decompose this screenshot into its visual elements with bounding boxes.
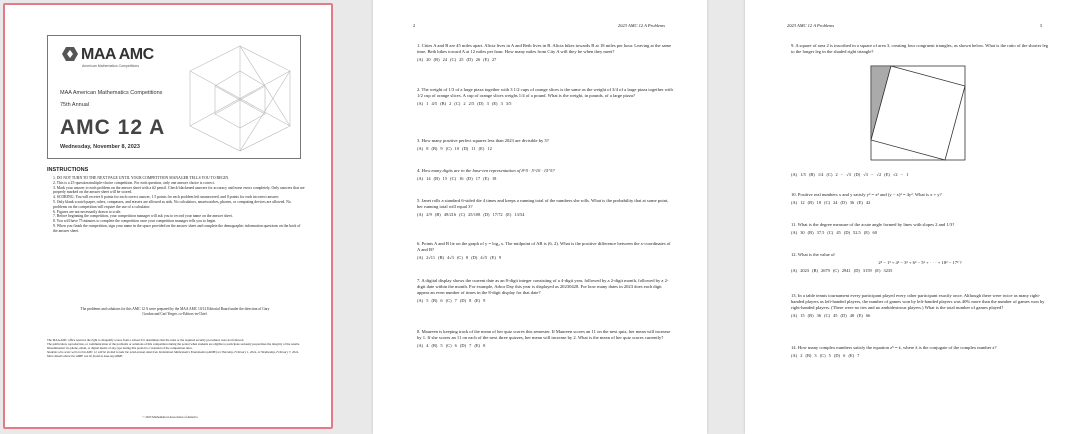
problem-8 bbox=[417, 329, 673, 349]
problem-14 bbox=[791, 345, 1049, 359]
instructions-title: INSTRUCTIONS bbox=[47, 167, 89, 173]
contest-title: AMC 12 A bbox=[60, 116, 166, 139]
answer-choices: (A) 14 (B) 15 (C) 16 (D) 17 (E) 18 bbox=[417, 176, 497, 181]
answer-choices: (A) 2√11 (B) 4√3 (C) 8 (D) 4√5 (E) 9 bbox=[417, 255, 502, 260]
logo-subtitle: American Mathematics Competitions bbox=[82, 64, 139, 68]
instruction-item: 1. DO NOT TURN TO THE NEXT PAGE UNTIL YOUR COMPETITION MANAGER TELLS YOU TO BEGIN. bbox=[53, 176, 230, 180]
instruction-item: 3. Mark your answer to each problem on the answer sheet with a #2 pencil. Check blackened answers for accuracy and erase errors completely. Only answers that are properly marked on the answer sheet will be scored. bbox=[53, 185, 305, 195]
problem-text: 7. A digital display shows the current date as an 8-digit integer consisting of a 4-digit year, followed by a 2-digit month, followed by a 2-digit date within the month. For example, Arbor Day this year is displayed as 20230428. For how many dates in 2023 does each digit appear an even number of times in the 8-digit display for that date? bbox=[417, 278, 669, 295]
instruction-item: 9. When you finish the competition, sign your name in the space provided on the answer sheet and complete the demographic information questions on the back of the answer sheet. bbox=[53, 223, 301, 233]
instruction-item: 2. This is a 25-question multiple-choice competition. For each question, only one answer choice is correct. bbox=[53, 180, 215, 185]
organization: MAA American Mathematics Competitions bbox=[60, 90, 163, 96]
answer-choices: (A) 1 4/5 (B) 2 (C) 2 2/5 (D) 3 (E) 3 3/5 bbox=[417, 101, 512, 106]
problem-text: 6. Points A and B lie on the graph of y = log₂ x. The midpoint of AB is (6, 2). What is the positive difference between the x-coordinates of A and B? bbox=[417, 241, 671, 252]
problem-text: 1. Cities A and B are 45 miles apart. Alicia lives in A and Beth lives in B. Alicia bikes towards B at 18 miles per hour. Leaving at the same time, Beth bikes toward A at 12 miles per hour. How many miles from City A will they be when they meet? bbox=[417, 43, 672, 54]
page-number: 3 bbox=[1039, 23, 1042, 28]
problem-text: 4. How many digits are in the base-ten representation of 8^5 · 5^10 · 15^5? bbox=[417, 168, 555, 173]
problem-text: 14. How many complex numbers satisfy the equation z⁵ = z̄, where z̄ is the conjugate of the complex number z? bbox=[791, 345, 997, 350]
logo-text: MAA AMC bbox=[81, 46, 154, 63]
instruction-item: 5. Only blank scratch paper, rulers, compasses, and erasers are allowed as aids. No calculators, smartwatches, phones, or computing devices are allowed. No problems on the competition will require the use of a calculator. bbox=[53, 199, 291, 209]
problem-6 bbox=[417, 241, 673, 261]
problem-text: 8. Maureen is keeping track of the mean of her quiz scores this semester. If Maureen scores an 11 on the next quiz, her mean will increase by 1. If she scores an 11 on each of the next three quizzes, her mean will increase by 2. What is the mean of her quiz scores currently? bbox=[417, 329, 671, 340]
problem-text: 11. What is the degree measure of the acute angle formed by lines with slopes 2 and 1/3? bbox=[791, 222, 955, 227]
answer-choices: (A) 30 (B) 37.5 (C) 45 (D) 52.5 (E) 60 bbox=[791, 230, 877, 235]
legal-paragraph: The MAA AMC office reserves the right to disqualify scores from a school if it determines that the rules or the required security procedures were not followed. bbox=[47, 338, 245, 342]
problem-9 bbox=[791, 43, 1049, 55]
problem-5 bbox=[417, 198, 673, 218]
instructions bbox=[47, 167, 305, 234]
credit-text: The problems and solutions for this AMC 12 A were prepared by the MAA AMC 10/12 Editorial Board under the direction of Gary Gordon and Carl Yerger, co-Editors-in-Chief. bbox=[80, 307, 270, 316]
answer-choices: (A) 20 (B) 24 (C) 25 (D) 26 (E) 27 bbox=[417, 57, 497, 62]
hexagon-logo-icon bbox=[62, 47, 78, 61]
problems-page-3[interactable] bbox=[745, 0, 1080, 434]
problem-2 bbox=[417, 87, 673, 107]
copyright: © 2023 Mathematical Association of America bbox=[142, 415, 198, 419]
problem-3 bbox=[417, 138, 673, 152]
instruction-item: 6. Figures are not necessarily drawn to scale. bbox=[53, 209, 122, 214]
answer-choices: (A) 8 (B) 9 (C) 10 (D) 11 (E) 12 bbox=[417, 146, 492, 151]
legal-paragraph: Students who score well on this AMC 12 will be invited to take the 42nd annual American Invitational Mathematics Examination (AIME) on Thursday, February 1, 2024, or Wednesday, February 7, 2024. More details about the AIME can be found at maa.org/AIME. bbox=[47, 350, 299, 359]
answer-choices: (A) 2 (B) 3 (C) 5 (D) 6 (E) 7 bbox=[791, 353, 860, 358]
problem-expression: 2³ − 1³ + 4³ − 3³ + 6³ − 5³ + · · · + 18³ − 17³ ? bbox=[878, 260, 962, 265]
cover-page[interactable] bbox=[3, 3, 333, 429]
answer-choices: (A) 4 (B) 5 (C) 6 (D) 7 (E) 8 bbox=[417, 343, 486, 348]
problems-page-2[interactable] bbox=[373, 0, 707, 434]
answer-choices: (A) 2/9 (B) 49/216 (C) 25/108 (D) 17/72 (E) 13/54 bbox=[417, 212, 525, 217]
instruction-item: 7. Before beginning the competition, your competition manager will ask you to record your name on the answer sheet. bbox=[53, 214, 233, 219]
problem-text: 2. The weight of 1/3 of a large pizza together with 3 1/2 cups of orange slices is the same as the weight of 3/4 of a large pizza together with 1/2 cup of orange slices. A cup of orange slices weighs 1/4 of a pound. What is the weight, in pounds, of a large pizza? bbox=[417, 87, 673, 98]
problem-text: 10. Positive real numbers x and y satisfy y³ = x² and (y − x)² = 4y². What is x + y? bbox=[791, 192, 942, 197]
maa-amc-logo bbox=[62, 46, 154, 64]
page-number: 2 bbox=[413, 23, 416, 28]
edition: 75th Annual bbox=[60, 102, 90, 108]
cover-banner bbox=[47, 35, 301, 159]
inscribed-squares-figure-icon bbox=[870, 65, 966, 161]
problem-12 bbox=[791, 252, 1049, 274]
instruction-item: 8. You will have 75 minutes to complete the competition once your competition manager tells you to begin. bbox=[53, 219, 217, 224]
problem-7 bbox=[417, 278, 673, 304]
page-header: 2023 AMC 12 A Problems bbox=[617, 23, 665, 28]
answer-choices: (A) 15 (B) 36 (C) 45 (D) 48 (E) 66 bbox=[791, 313, 871, 318]
problem-4 bbox=[417, 168, 673, 182]
legal-paragraph: The publication, reproduction, or communication of the problems or solutions of this competition during the period when students are eligible to participate seriously jeopardizes the integrity of the results. Dissemination via phone, email, or digital media of any type during this period is a violation of the competition rules. bbox=[47, 342, 300, 351]
instruction-item: 4. SCORING: You will receive 6 points for each correct answer, 1.5 points for each problem left unanswered, and 0 points for each incorrect answer. bbox=[53, 195, 280, 200]
problem-text: 12. What is the value of bbox=[791, 252, 835, 257]
answer-choices: (A) 12 (B) 18 (C) 24 (D) 36 (E) 42 bbox=[791, 200, 871, 205]
legal-notice bbox=[47, 338, 305, 358]
contest-date: Wednesday, November 8, 2023 bbox=[60, 144, 140, 150]
problem-13 bbox=[791, 293, 1049, 319]
geometric-decoration-icon bbox=[180, 36, 300, 159]
problem-text: 3. How many positive perfect squares less than 2023 are divisible by 5? bbox=[417, 138, 549, 143]
problem-9-choices bbox=[791, 170, 1049, 178]
problem-text: 5. Janet rolls a standard 6-sided die 4 times and keeps a running total of the numbers she rolls. What is the probability that at some point, her running total will equal 3? bbox=[417, 198, 669, 209]
problem-1 bbox=[417, 43, 673, 63]
answer-choices: (A) 1/5 (B) 1/4 (C) 2 − √3 (D) √3 − √2 (E) √2 − 1 bbox=[791, 172, 909, 177]
answer-choices: (A) 2023 (B) 2679 (C) 2941 (D) 3159 (E) 3235 bbox=[791, 268, 893, 273]
answer-choices: (A) 5 (B) 6 (C) 7 (D) 8 (E) 9 bbox=[417, 298, 486, 303]
problem-text: 9. A square of area 2 is inscribed in a square of area 3, creating four congruent triangles, as shown below. What is the ratio of the shorter leg to the longer leg in the shaded right triangle? bbox=[791, 43, 1049, 54]
problem-10 bbox=[791, 192, 1049, 206]
page-header: 2023 AMC 12 A Problems bbox=[787, 23, 835, 28]
problem-text: 13. In a table tennis tournament every participant played every other participant exactly once. Although there were twice as many right-handed players as left-handed players, the number of games won by left-handed players was 40% more than the number of games won by right-handed players. (There were no ties and no ambidextrous players.) What is the total number of games played? bbox=[791, 293, 1045, 310]
problem-11 bbox=[791, 222, 1049, 236]
